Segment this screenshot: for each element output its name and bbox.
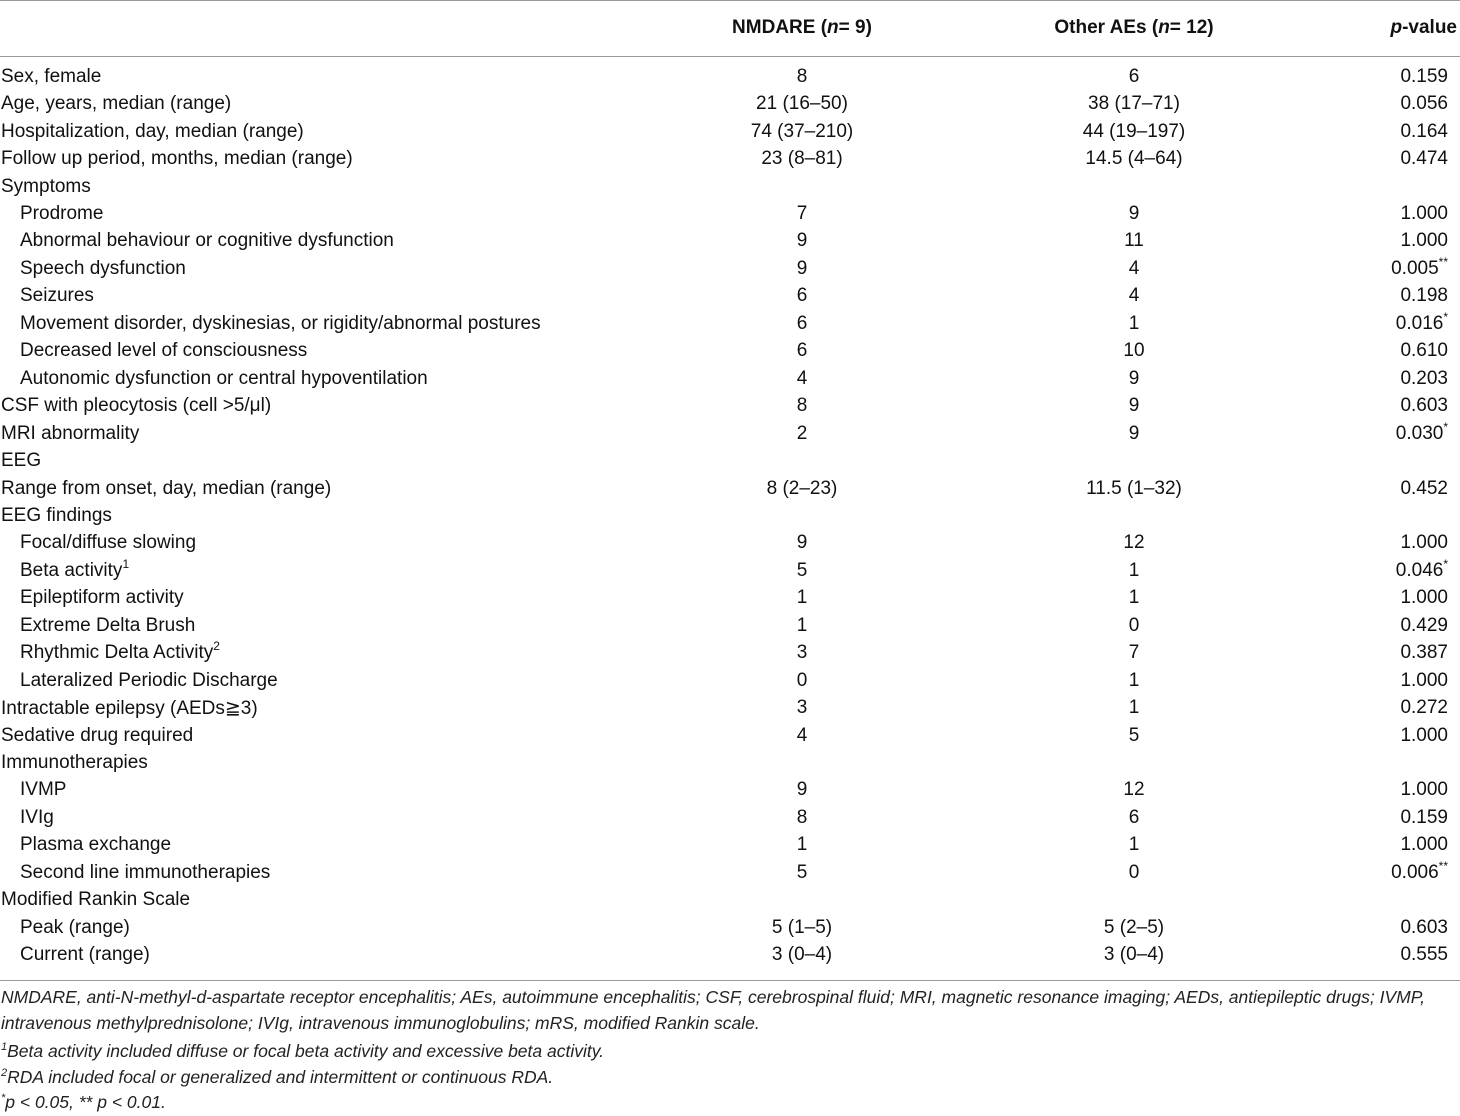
row-label-text: Follow up period, months, median (range) [1, 148, 353, 170]
p-value-text: 0.387 [1400, 642, 1448, 664]
table-row [0, 173, 1460, 201]
table-row [0, 502, 1460, 530]
row-label [20, 368, 428, 390]
p-value-text: 0.603 [1400, 395, 1448, 417]
table-row [0, 90, 1460, 118]
p-value-text: 0.452 [1400, 477, 1448, 499]
cell-p-value [1395, 556, 1448, 582]
row-label-text: Sex, female [1, 65, 102, 87]
table-row [0, 639, 1460, 667]
p-value-text: 0.016 [1395, 312, 1444, 334]
p-value-text: 0.474 [1400, 148, 1448, 170]
row-label-text: Intractable epilepsy (AEDs≧3) [1, 697, 258, 719]
cell-p-value [1400, 203, 1448, 225]
row-label-text: Immunotherapies [1, 752, 148, 773]
header-p-italic: p [1390, 17, 1403, 38]
cell-other-aes: 1 [1128, 587, 1140, 609]
p-value-text: 0.056 [1400, 93, 1448, 115]
cell-p-value [1391, 858, 1448, 884]
table-row [0, 200, 1460, 228]
row-label-text: Rhythmic Delta Activity [20, 642, 214, 664]
header-nmdare-n: n [827, 17, 839, 38]
row-label [20, 670, 278, 692]
p-value-text: 1.000 [1400, 230, 1448, 252]
footnote-significance-text: p < 0.05, ** p < 0.01. [5, 1092, 166, 1112]
cell-nmdare: 7 [796, 203, 808, 224]
cell-other-aes: 5 (2–5) [1103, 916, 1165, 938]
p-value-text: 0.159 [1400, 65, 1448, 87]
row-label [1, 176, 91, 198]
row-label-text: Sedative drug required [1, 724, 194, 746]
cell-nmdare: 3 [796, 642, 808, 664]
row-label-text: Decreased level of consciousness [20, 340, 308, 362]
p-value-text: 1.000 [1400, 669, 1448, 691]
cell-other-aes: 9 [1128, 203, 1140, 224]
cell-other-aes: 5 [1128, 724, 1140, 746]
cell-nmdare: 8 [796, 806, 808, 828]
significance-mark: ** [1438, 858, 1448, 873]
row-label-text: Movement disorder, dyskinesias, or rigidity/abnormal postures [20, 312, 541, 334]
cell-nmdare: 9 [796, 779, 808, 801]
cell-nmdare: 5 [796, 861, 808, 883]
cell-p-value [1400, 478, 1448, 500]
p-value-text: 1.000 [1400, 724, 1448, 746]
table-row [0, 365, 1460, 393]
table-row [0, 859, 1460, 887]
row-label-footnote-mark: 1 [122, 556, 130, 571]
table-row [0, 283, 1460, 311]
cell-other-aes: 44 (19–197) [1082, 120, 1186, 142]
row-label [1, 697, 258, 720]
row-label [1, 450, 41, 472]
p-value-text: 0.030 [1395, 422, 1444, 444]
cell-p-value [1400, 532, 1448, 554]
cell-nmdare: 9 [796, 230, 808, 252]
cell-p-value [1400, 642, 1448, 664]
p-value-text: 0.203 [1400, 367, 1448, 389]
cell-other-aes: 11.5 (1–32) [1086, 477, 1182, 499]
cell-p-value [1400, 340, 1448, 362]
cell-p-value [1400, 834, 1448, 856]
row-label-text: Speech dysfunction [20, 257, 186, 279]
row-label [20, 862, 270, 884]
cell-other-aes: 14.5 (4–64) [1085, 148, 1183, 170]
row-label-footnote-mark: 2 [213, 639, 220, 654]
row-label [20, 615, 195, 637]
p-value-text: 0.429 [1400, 614, 1448, 636]
row-label-text: Current (range) [20, 944, 150, 966]
cell-nmdare: 1 [796, 834, 808, 856]
row-label [20, 340, 307, 362]
row-label-text: Plasma exchange [20, 834, 172, 856]
cell-nmdare: 4 [796, 367, 808, 389]
cell-p-value [1400, 148, 1448, 170]
cell-p-value [1400, 587, 1448, 609]
table-row [0, 63, 1460, 91]
row-label [20, 230, 394, 252]
p-value-text: 0.164 [1400, 120, 1448, 142]
cell-other-aes: 1 [1128, 834, 1140, 856]
cell-p-value [1400, 93, 1448, 115]
footnote-2-text: RDA included focal or generalized and intermittent or continuous RDA. [7, 1067, 554, 1087]
row-label-text: Second line immunotherapies [20, 861, 271, 883]
row-label [1, 478, 331, 500]
p-value-text: 0.198 [1400, 285, 1448, 307]
table-row [0, 612, 1460, 640]
p-value-text: 0.272 [1400, 697, 1448, 719]
row-label-text: Beta activity [20, 559, 123, 581]
row-label [20, 532, 196, 554]
row-label [20, 556, 130, 582]
cell-p-value [1400, 121, 1448, 143]
table-row [0, 338, 1460, 366]
footnote-abbreviations [1, 985, 1456, 1037]
p-value-text: 0.006 [1391, 861, 1439, 883]
row-label [1, 725, 193, 747]
table-row [0, 392, 1460, 420]
p-value-text: 1.000 [1400, 532, 1448, 554]
row-label-text: Autonomic dysfunction or central hypoventilation [20, 367, 428, 389]
cell-other-aes: 0 [1128, 614, 1140, 636]
cell-other-aes: 38 (17–71) [1088, 93, 1180, 115]
table-row [0, 722, 1460, 750]
cell-p-value [1391, 254, 1448, 280]
header-p-value [1390, 0, 1457, 56]
table-row [0, 420, 1460, 448]
table-row [0, 804, 1460, 832]
cell-other-aes: 6 [1128, 65, 1140, 87]
row-label [20, 834, 171, 856]
header-other-rest: = 12) [1169, 17, 1214, 38]
row-label [20, 917, 130, 939]
p-value-text: 0.603 [1400, 916, 1448, 938]
row-label-text: Peak (range) [20, 916, 130, 938]
cell-other-aes: 1 [1128, 312, 1140, 334]
cell-p-value [1400, 615, 1448, 637]
row-label [1, 148, 353, 170]
cell-nmdare: 3 (0–4) [771, 944, 833, 966]
table-row [0, 228, 1460, 256]
cell-p-value [1395, 309, 1448, 335]
table-row [0, 832, 1460, 860]
significance-mark: ** [1438, 254, 1448, 269]
row-label [1, 505, 112, 527]
cell-nmdare: 6 [796, 340, 808, 362]
cell-nmdare: 5 [796, 559, 808, 581]
row-label-text: Hospitalization, day, median (range) [1, 120, 304, 142]
significance-mark: * [1443, 556, 1448, 571]
row-label [20, 285, 94, 307]
header-nmdare-text: NMDARE ( [732, 17, 828, 38]
row-label [20, 313, 541, 335]
row-label-text: Epileptiform activity [20, 587, 184, 609]
cell-nmdare: 8 [796, 395, 808, 417]
row-label-text: IVIg [20, 806, 54, 828]
table-row [0, 777, 1460, 805]
row-label [20, 258, 186, 280]
row-label-text: Prodrome [20, 203, 104, 224]
cell-nmdare: 4 [796, 724, 808, 746]
cell-p-value [1395, 419, 1448, 445]
cell-nmdare: 9 [796, 257, 808, 279]
cell-nmdare: 1 [796, 614, 808, 636]
row-label [1, 752, 148, 774]
cell-p-value [1400, 670, 1448, 692]
row-label-text: CSF with pleocytosis (cell >5/μl) [1, 395, 272, 417]
cell-nmdare: 23 (8–81) [761, 148, 843, 170]
cell-p-value [1400, 395, 1448, 417]
p-value-text: 1.000 [1400, 203, 1448, 224]
footnote-2 [1, 1065, 1456, 1091]
table-row [0, 310, 1460, 338]
cell-nmdare: 5 (1–5) [771, 916, 833, 938]
table-row [0, 585, 1460, 613]
footnote-significance-mark: * [1, 1092, 6, 1104]
cell-other-aes: 4 [1128, 257, 1140, 279]
significance-mark: * [1443, 309, 1448, 324]
footnote-abbreviations-text: NMDARE, anti-N-methyl-d-aspartate receptor encephalitis; AEs, autoimmune encephalitis; CSF, cerebrospinal fluid; MRI, magnetic resonance imaging; AEDs, antiepileptic drugs; IVMP, intravenous methylprednisolone; IVIg, intravenous immunoglobulins; mRS, modified Rankin scale. [1, 987, 1425, 1033]
cell-nmdare: 1 [796, 587, 808, 609]
cell-other-aes: 12 [1123, 532, 1145, 554]
footnote-1-mark: 1 [1, 1041, 8, 1053]
cell-p-value [1400, 725, 1448, 747]
table-row [0, 475, 1460, 503]
header-other-n: n [1158, 17, 1170, 38]
row-label [1, 121, 304, 143]
table-row [0, 145, 1460, 173]
cell-other-aes: 1 [1128, 669, 1140, 691]
cell-p-value [1400, 368, 1448, 390]
header-p-rest: -value [1402, 17, 1457, 38]
row-label-text: Abnormal behaviour or cognitive dysfunction [20, 230, 394, 252]
row-label-text: Lateralized Periodic Discharge [20, 669, 278, 691]
cell-p-value [1400, 230, 1448, 252]
cell-nmdare: 3 [796, 697, 808, 719]
cell-other-aes: 7 [1128, 642, 1140, 664]
cell-p-value [1400, 697, 1448, 719]
row-label [1, 423, 139, 445]
table-row [0, 749, 1460, 777]
cell-p-value [1400, 285, 1448, 307]
header-nmdare-rest: = 9) [838, 17, 872, 38]
footnote-2-mark: 2 [1, 1067, 8, 1079]
header-nmdare [634, 0, 970, 56]
row-label-text: EEG [1, 450, 42, 472]
cell-other-aes: 0 [1128, 861, 1140, 883]
header-other-text: Other AEs ( [1054, 17, 1159, 38]
p-value-text: 1.000 [1400, 834, 1448, 856]
row-label [1, 889, 190, 911]
table-row [0, 118, 1460, 146]
cell-other-aes: 6 [1128, 806, 1140, 828]
table-row [0, 694, 1460, 722]
row-label-text: Symptoms [1, 175, 91, 197]
p-value-text: 0.159 [1400, 806, 1448, 828]
cell-other-aes: 3 (0–4) [1103, 944, 1165, 966]
header-other-aes [968, 0, 1300, 56]
table-row [0, 667, 1460, 695]
row-label [20, 587, 184, 609]
cell-other-aes: 9 [1128, 367, 1140, 389]
footnote-significance [1, 1090, 1456, 1116]
row-label-text: Modified Rankin Scale [1, 889, 191, 911]
row-label-text: Age, years, median (range) [1, 93, 232, 115]
cell-nmdare: 21 (16–50) [756, 93, 848, 115]
cell-nmdare: 6 [796, 312, 808, 334]
p-value-text: 1.000 [1400, 779, 1448, 801]
row-label [20, 807, 54, 829]
row-label-text: IVMP [20, 779, 67, 801]
row-label [1, 66, 101, 88]
row-label [1, 93, 231, 115]
row-label [20, 203, 103, 225]
table-row [0, 557, 1460, 585]
cell-nmdare: 2 [796, 422, 808, 444]
row-label-text: Seizures [20, 285, 94, 307]
row-label [20, 779, 66, 801]
cell-nmdare: 8 (2–23) [766, 477, 838, 499]
table-row [0, 255, 1460, 283]
row-label [20, 639, 220, 664]
significance-mark: * [1443, 419, 1448, 434]
p-value-text: 0.610 [1400, 340, 1448, 362]
row-label-text: Focal/diffuse slowing [20, 532, 197, 554]
table-row [0, 530, 1460, 558]
cell-nmdare: 8 [796, 65, 808, 87]
cell-other-aes: 9 [1128, 422, 1140, 444]
cell-p-value [1400, 944, 1448, 966]
cell-p-value [1400, 807, 1448, 829]
p-value-text: 0.046 [1395, 559, 1444, 581]
cell-other-aes: 11 [1124, 230, 1144, 252]
cell-p-value [1400, 917, 1448, 939]
cell-nmdare: 0 [796, 669, 808, 691]
row-label-text: EEG findings [1, 504, 112, 526]
cell-other-aes: 12 [1123, 779, 1145, 801]
p-value-text: 0.005 [1391, 257, 1439, 279]
cell-other-aes: 10 [1123, 340, 1145, 362]
p-value-text: 0.555 [1400, 944, 1448, 966]
cell-p-value [1400, 66, 1448, 88]
cell-nmdare: 6 [796, 285, 808, 307]
row-label-text: Range from onset, day, median (range) [1, 477, 332, 499]
cell-other-aes: 1 [1128, 559, 1140, 581]
footnote-1 [1, 1039, 1456, 1065]
table-row [0, 941, 1460, 969]
row-label [20, 944, 150, 966]
table-row [0, 914, 1460, 942]
table-bottom-rule [0, 980, 1460, 981]
cell-nmdare: 74 (37–210) [750, 120, 854, 142]
header-bottom-rule [0, 56, 1460, 57]
cell-p-value [1400, 779, 1448, 801]
table-row [0, 887, 1460, 915]
row-label [1, 395, 271, 417]
row-label-text: MRI abnormality [1, 422, 140, 444]
cell-other-aes: 9 [1128, 395, 1140, 417]
cell-nmdare: 9 [796, 532, 808, 554]
footnote-1-text: Beta activity included diffuse or focal beta activity and excessive beta activity. [7, 1041, 605, 1061]
row-label-text: Extreme Delta Brush [20, 614, 196, 636]
cell-other-aes: 1 [1128, 697, 1140, 719]
table-row [0, 447, 1460, 475]
p-value-text: 1.000 [1400, 587, 1448, 609]
cell-other-aes: 4 [1128, 285, 1140, 307]
